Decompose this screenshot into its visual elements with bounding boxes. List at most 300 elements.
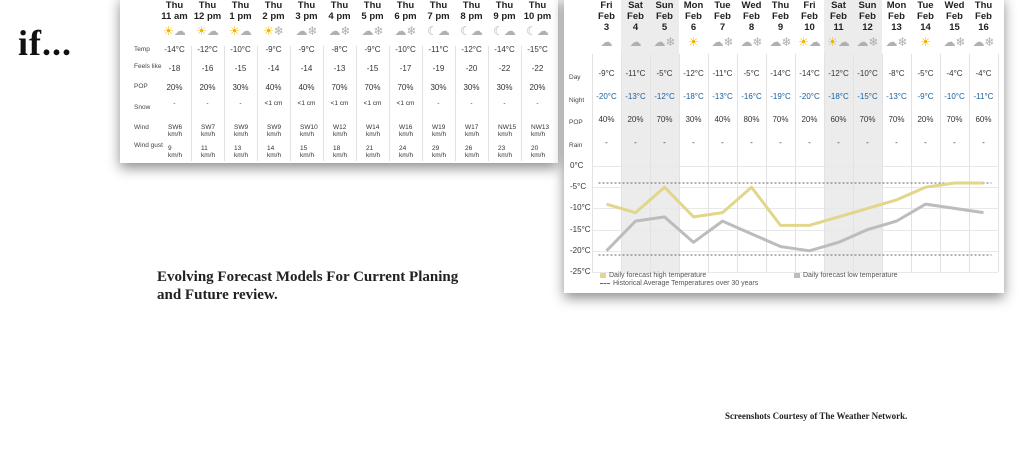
hourly-column xyxy=(290,0,323,39)
temp-value: -12°C xyxy=(461,45,482,54)
feels-like-value: -17 xyxy=(399,64,412,73)
temp-value: -10°C xyxy=(395,45,416,54)
wind-value xyxy=(432,124,446,138)
hourly-column xyxy=(224,0,257,39)
hour-time: 7 pm xyxy=(427,11,450,22)
night-temp: -9°C xyxy=(917,92,934,101)
night-temp: -10°C xyxy=(944,92,965,101)
wind-unit: km/h xyxy=(234,131,249,138)
date: 6 xyxy=(690,22,697,33)
month: Feb xyxy=(627,11,644,22)
feels-like-value: -20 xyxy=(465,64,478,73)
legend-swatch xyxy=(600,273,606,278)
snow-value: <1 cm xyxy=(363,100,382,107)
wind-unit: km/h xyxy=(531,131,546,138)
snow-cloud-icon: ☁❄ xyxy=(653,35,676,49)
day-temp: -14°C xyxy=(799,69,820,78)
rain-value: - xyxy=(866,138,869,147)
night-temp: -13°C xyxy=(886,92,907,101)
night-temp: -12°C xyxy=(654,92,675,101)
wind-direction-speed: SW7 xyxy=(201,124,216,131)
day-temp: -10°C xyxy=(857,69,878,78)
pop-value: 20% xyxy=(917,115,934,124)
wind-unit: km/h xyxy=(201,131,216,138)
wind-value xyxy=(300,124,318,138)
pop-value: 70% xyxy=(772,115,789,124)
month: Feb xyxy=(714,11,731,22)
snow-cloud-icon: ☁❄ xyxy=(885,35,908,49)
wind-direction-speed: W12 xyxy=(333,124,347,131)
day-temp: -9°C xyxy=(598,69,615,78)
pop-value: 40% xyxy=(714,115,731,124)
temp-value: -9°C xyxy=(265,45,282,54)
feels-like-value: -22 xyxy=(531,64,544,73)
hourly-column xyxy=(191,0,224,39)
month: Feb xyxy=(598,11,615,22)
gust-speed: 14 xyxy=(267,145,275,152)
date: 13 xyxy=(891,22,902,33)
hour-time: 1 pm xyxy=(229,11,252,22)
night-temp: -20°C xyxy=(799,92,820,101)
date: 8 xyxy=(748,22,755,33)
hourly-column xyxy=(158,0,191,39)
sun-cloud-icon: ☀☁ xyxy=(163,24,186,38)
wind-gust-value xyxy=(333,145,347,159)
rain-value: - xyxy=(750,138,753,147)
wind-gust-value xyxy=(234,145,248,159)
pop-value: 30% xyxy=(430,83,447,92)
rain-value: - xyxy=(924,138,927,147)
gust-speed: 9 xyxy=(168,145,172,152)
hour-day: Thu xyxy=(330,0,349,11)
night-temp: -11°C xyxy=(973,92,994,101)
legend-label: Daily forecast low temperature xyxy=(803,272,898,279)
day-of-week: Tue xyxy=(714,0,731,11)
month: Feb xyxy=(888,11,905,22)
row-label: Feels like xyxy=(134,63,162,70)
gust-unit: km/h xyxy=(531,152,546,159)
moon-cloud-icon: ☾☁ xyxy=(493,24,516,38)
day-temp: -4°C xyxy=(946,69,963,78)
day-of-week: Thu xyxy=(771,0,790,11)
pop-value: 40% xyxy=(298,83,315,92)
snow-value: - xyxy=(503,100,506,107)
gust-unit: km/h xyxy=(498,152,513,159)
gust-unit: km/h xyxy=(234,152,249,159)
sun-icon: ☀ xyxy=(920,35,931,49)
day-of-week: Sat xyxy=(831,0,846,11)
hour-day: Thu xyxy=(165,0,184,11)
gust-speed: 15 xyxy=(300,145,308,152)
day-temp: -11°C xyxy=(625,69,646,78)
wind-direction-speed: W19 xyxy=(432,124,446,131)
feels-like-value: -19 xyxy=(432,64,445,73)
y-tick-label: -25°C xyxy=(570,267,591,276)
hour-time: 6 pm xyxy=(394,11,417,22)
day-of-week: Sun xyxy=(858,0,877,11)
snow-value: <1 cm xyxy=(330,100,349,107)
gust-speed: 23 xyxy=(498,145,506,152)
rain-value: - xyxy=(808,138,811,147)
hour-time: 4 pm xyxy=(328,11,351,22)
snow-cloud-icon: ☁❄ xyxy=(295,24,318,38)
snow-value: - xyxy=(437,100,440,107)
low-temperature-line xyxy=(607,204,984,251)
date: 14 xyxy=(920,22,931,33)
legend-label: Historical Average Temperatures over 30 years xyxy=(613,280,759,287)
hourly-column xyxy=(323,0,356,39)
day-temp: -14°C xyxy=(770,69,791,78)
gust-speed: 26 xyxy=(465,145,473,152)
wind-unit: km/h xyxy=(333,131,348,138)
gust-speed: 13 xyxy=(234,145,242,152)
day-temp: -4°C xyxy=(975,69,992,78)
date: 12 xyxy=(862,22,873,33)
hourly-column xyxy=(257,0,290,39)
wind-value xyxy=(267,124,281,138)
snow-value: <1 cm xyxy=(264,100,283,107)
gust-speed: 11 xyxy=(201,145,208,152)
rain-value: - xyxy=(982,138,985,147)
day-of-week: Tue xyxy=(917,0,934,11)
pop-value: 40% xyxy=(598,115,615,124)
gust-speed: 21 xyxy=(366,145,374,152)
temp-value: -8°C xyxy=(331,45,348,54)
snow-cloud-icon: ☁❄ xyxy=(394,24,417,38)
cloud-icon: ☁ xyxy=(600,35,613,49)
wind-gust-value xyxy=(300,145,314,159)
night-temp: -18°C xyxy=(828,92,849,101)
wind-value xyxy=(465,124,479,138)
pop-value: 70% xyxy=(888,115,905,124)
wind-gust-value xyxy=(168,145,182,159)
moon-cloud-icon: ☾☁ xyxy=(427,24,450,38)
date: 11 xyxy=(833,22,844,33)
y-tick-label: -20°C xyxy=(570,245,591,255)
wind-unit: km/h xyxy=(498,131,513,138)
wind-direction-speed: SW9 xyxy=(234,124,249,131)
snow-value: - xyxy=(173,100,176,107)
wind-unit: km/h xyxy=(267,131,282,138)
sun-cloud-icon: ☀☁ xyxy=(798,35,821,49)
wind-gust-value xyxy=(531,145,545,159)
y-tick-label: 0°C xyxy=(570,161,584,170)
month: Feb xyxy=(859,11,876,22)
daily-forecast-panel xyxy=(564,0,1004,293)
wind-unit: km/h xyxy=(300,131,315,138)
feels-like-value: -14 xyxy=(300,64,313,73)
hour-day: Thu xyxy=(198,0,217,11)
hourly-column xyxy=(521,0,554,39)
temp-value: -10°C xyxy=(230,45,251,54)
snow-cloud-icon: ☁❄ xyxy=(856,35,879,49)
wind-direction-speed: W14 xyxy=(366,124,380,131)
temperature-chart xyxy=(564,0,1004,296)
day-temp: -8°C xyxy=(888,69,905,78)
month: Feb xyxy=(801,11,818,22)
snow-value: <1 cm xyxy=(396,100,415,107)
pop-value: 30% xyxy=(463,83,480,92)
month: Feb xyxy=(743,11,760,22)
temp-value: -9°C xyxy=(298,45,315,54)
month: Feb xyxy=(917,11,934,22)
night-temp: -16°C xyxy=(741,92,762,101)
pop-value: 40% xyxy=(265,83,282,92)
pop-value: 30% xyxy=(232,83,249,92)
wind-gust-value xyxy=(465,145,479,159)
rain-value: - xyxy=(953,138,956,147)
pop-value: 20% xyxy=(801,115,818,124)
gust-unit: km/h xyxy=(168,152,183,159)
month: Feb xyxy=(830,11,847,22)
hour-time: 2 pm xyxy=(262,11,285,22)
wind-value xyxy=(498,124,516,138)
day-of-week: Wed xyxy=(944,0,965,11)
row-label: POP xyxy=(569,119,583,126)
gust-unit: km/h xyxy=(267,152,282,159)
feels-like-value: -13 xyxy=(333,64,346,73)
night-temp: -19°C xyxy=(770,92,791,101)
wind-unit: km/h xyxy=(465,131,480,138)
rain-value: - xyxy=(721,138,724,147)
wind-direction-speed: NW15 xyxy=(498,124,517,131)
hour-day: Thu xyxy=(396,0,415,11)
dashed-line-icon xyxy=(600,283,610,284)
night-temp: -15°C xyxy=(857,92,878,101)
wind-value xyxy=(399,124,413,138)
hour-day: Thu xyxy=(363,0,382,11)
month: Feb xyxy=(975,11,992,22)
pop-value: 60% xyxy=(830,115,847,124)
feels-like-value: -15 xyxy=(234,64,247,73)
day-of-week: Mon xyxy=(683,0,704,11)
row-label: Night xyxy=(569,97,585,104)
hourly-column xyxy=(356,0,389,39)
day-of-week: Fri xyxy=(803,0,816,11)
date: 9 xyxy=(777,22,784,33)
wind-value xyxy=(333,124,347,138)
wind-direction-speed: SW9 xyxy=(267,124,282,131)
gust-speed: 29 xyxy=(432,145,440,152)
gust-unit: km/h xyxy=(399,152,414,159)
night-temp: -13°C xyxy=(712,92,733,101)
feels-like-value: -14 xyxy=(267,64,280,73)
day-of-week: Fri xyxy=(600,0,613,11)
hourly-column xyxy=(389,0,422,39)
pop-value: 70% xyxy=(331,83,348,92)
hour-time: 3 pm xyxy=(295,11,318,22)
wind-gust-value xyxy=(399,145,413,159)
temp-value: -9°C xyxy=(364,45,381,54)
row-label: Snow xyxy=(134,104,151,111)
pop-value: 20% xyxy=(529,83,546,92)
rain-value: - xyxy=(634,138,637,147)
hour-day: Thu xyxy=(462,0,481,11)
night-temp: -18°C xyxy=(683,92,704,101)
snow-cloud-icon: ☁❄ xyxy=(328,24,351,38)
wind-direction-speed: W17 xyxy=(465,124,479,131)
day-temp: -5°C xyxy=(656,69,673,78)
hour-day: Thu xyxy=(429,0,448,11)
sun-cloud-icon: ☀☁ xyxy=(827,35,850,49)
month: Feb xyxy=(685,11,702,22)
y-tick-label: -5°C xyxy=(570,182,587,192)
hourly-forecast-panel xyxy=(120,0,558,163)
row-label: POP xyxy=(134,83,148,90)
hour-time: 11 am xyxy=(161,11,188,22)
sun-cloud-icon: ☀☁ xyxy=(229,24,252,38)
legend-label: Daily forecast high temperature xyxy=(609,272,707,279)
snow-cloud-icon: ☁❄ xyxy=(740,35,763,49)
hour-time: 8 pm xyxy=(460,11,483,22)
date: 10 xyxy=(804,22,815,33)
day-of-week: Wed xyxy=(741,0,762,11)
feels-like-value: -15 xyxy=(366,64,379,73)
pop-value: 70% xyxy=(364,83,381,92)
sun-snow-icon: ☀❄ xyxy=(263,24,284,38)
date: 15 xyxy=(949,22,960,33)
snow-value: - xyxy=(470,100,473,107)
snow-value: <1 cm xyxy=(297,100,316,107)
month: Feb xyxy=(772,11,789,22)
day-temp: -5°C xyxy=(743,69,760,78)
wind-gust-value xyxy=(498,145,512,159)
night-temp: -20°C xyxy=(596,92,617,101)
row-label: Wind xyxy=(134,124,149,131)
pop-value: 20% xyxy=(199,83,216,92)
snow-cloud-icon: ☁❄ xyxy=(711,35,734,49)
gust-speed: 18 xyxy=(333,145,341,152)
row-label: Wind gust xyxy=(134,142,163,149)
pop-value: 30% xyxy=(685,115,702,124)
date: 16 xyxy=(978,22,989,33)
pop-value: 20% xyxy=(627,115,644,124)
wind-unit: km/h xyxy=(432,131,447,138)
hour-day: Thu xyxy=(528,0,547,11)
gust-unit: km/h xyxy=(432,152,447,159)
temp-value: -15°C xyxy=(527,45,548,54)
gust-speed: 20 xyxy=(531,145,539,152)
day-temp: -11°C xyxy=(712,69,733,78)
credit-text: Screenshots Courtesy of The Weather Network. xyxy=(725,411,908,421)
wind-direction-speed: SW6 xyxy=(168,124,183,131)
day-of-week: Sat xyxy=(628,0,643,11)
hour-time: 12 pm xyxy=(193,11,222,22)
wind-gust-value xyxy=(201,145,215,159)
gust-speed: 24 xyxy=(399,145,407,152)
legend-swatch xyxy=(794,273,800,278)
rain-value: - xyxy=(692,138,695,147)
feels-like-value: -18 xyxy=(168,64,181,73)
moon-cloud-icon: ☾☁ xyxy=(460,24,483,38)
hourly-column xyxy=(455,0,488,39)
rain-value: - xyxy=(895,138,898,147)
gust-unit: km/h xyxy=(465,152,480,159)
pop-value: 60% xyxy=(975,115,992,124)
hour-time: 10 pm xyxy=(523,11,552,22)
rain-value: - xyxy=(779,138,782,147)
sun-cloud-icon: ☀☁ xyxy=(196,24,219,38)
month: Feb xyxy=(946,11,963,22)
day-of-week: Mon xyxy=(886,0,907,11)
date: 5 xyxy=(661,22,668,33)
date: 3 xyxy=(603,22,610,33)
gust-unit: km/h xyxy=(333,152,348,159)
feels-like-value: -22 xyxy=(498,64,511,73)
day-of-week: Thu xyxy=(974,0,993,11)
night-temp: -13°C xyxy=(625,92,646,101)
row-label: Temp xyxy=(134,46,150,53)
y-tick-label: -10°C xyxy=(570,203,591,213)
snow-value: - xyxy=(536,100,539,107)
gust-unit: km/h xyxy=(300,152,315,159)
wind-value xyxy=(234,124,248,138)
hourly-column xyxy=(488,0,521,39)
wind-gust-value xyxy=(366,145,380,159)
sun-icon: ☀ xyxy=(688,35,699,49)
date: 4 xyxy=(632,22,639,33)
snow-cloud-icon: ☁❄ xyxy=(769,35,792,49)
wind-unit: km/h xyxy=(168,131,183,138)
gust-unit: km/h xyxy=(201,152,216,159)
pop-value: 70% xyxy=(656,115,673,124)
wind-gust-value xyxy=(432,145,446,159)
legend-item-historical xyxy=(600,280,758,287)
wind-unit: km/h xyxy=(399,131,414,138)
wind-value xyxy=(366,124,380,138)
wind-direction-speed: W16 xyxy=(399,124,413,131)
hour-day: Thu xyxy=(297,0,316,11)
snow-value: - xyxy=(239,100,242,107)
hour-time: 9 pm xyxy=(493,11,516,22)
wind-unit: km/h xyxy=(366,131,381,138)
temp-value: -11°C xyxy=(428,45,449,54)
rain-value: - xyxy=(837,138,840,147)
pop-value: 70% xyxy=(859,115,876,124)
hourly-column xyxy=(422,0,455,39)
hour-day: Thu xyxy=(495,0,514,11)
feels-like-value: -16 xyxy=(201,64,214,73)
temp-value: -14°C xyxy=(494,45,515,54)
cloud-icon: ☁ xyxy=(629,35,642,49)
row-label: Rain xyxy=(569,142,583,149)
y-tick-label: -15°C xyxy=(570,224,591,234)
wind-gust-value xyxy=(267,145,281,159)
legend-item-high xyxy=(600,272,706,279)
pop-value: 70% xyxy=(397,83,414,92)
row-label: Day xyxy=(569,74,581,81)
rain-value: - xyxy=(605,138,608,147)
day-of-week: Sun xyxy=(655,0,674,11)
snow-cloud-icon: ☁❄ xyxy=(361,24,384,38)
day-temp: -12°C xyxy=(683,69,704,78)
wind-direction-speed: SW10 xyxy=(300,124,318,131)
page-title: if... xyxy=(18,23,72,63)
pop-value: 70% xyxy=(946,115,963,124)
hour-day: Thu xyxy=(264,0,283,11)
wind-value xyxy=(201,124,215,138)
legend-item-low xyxy=(794,272,898,279)
snow-value: - xyxy=(206,100,209,107)
snow-cloud-icon: ☁❄ xyxy=(972,35,995,49)
pop-value: 30% xyxy=(496,83,513,92)
temp-value: -12°C xyxy=(197,45,218,54)
wind-value xyxy=(168,124,182,138)
hour-time: 5 pm xyxy=(361,11,384,22)
gust-unit: km/h xyxy=(366,152,381,159)
moon-cloud-icon: ☾☁ xyxy=(526,24,549,38)
pop-value: 20% xyxy=(166,83,183,92)
